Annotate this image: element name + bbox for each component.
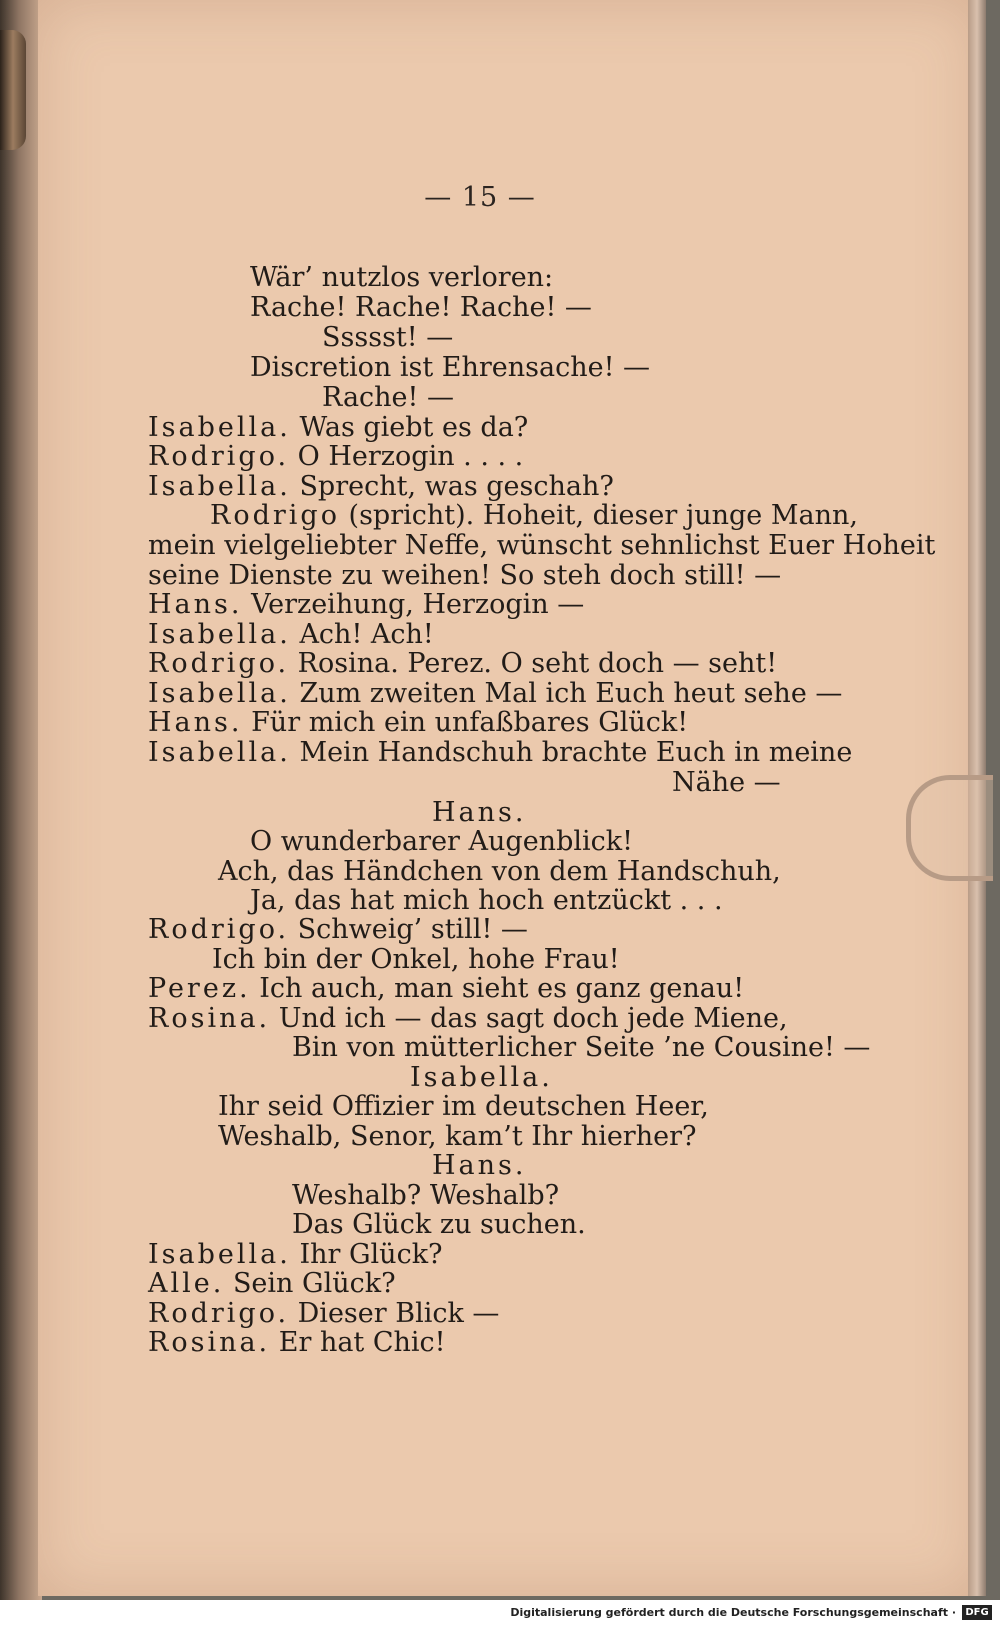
line-text: Ach! Ach! [299,619,434,650]
speaker-name: Isabella. [148,1239,291,1270]
text-line [148,1003,788,1034]
text-line [148,648,777,679]
dfg-logo: DFG [962,1605,992,1620]
text-line [148,678,842,709]
speaker-name: Hans. [148,707,243,738]
line-text: Ich auch, man sieht es ganz genau! [259,973,745,1004]
book-spine [0,30,26,150]
line-text: Ach, das Händchen von dem Handschuh, [218,856,781,887]
line-text: Ja, das hat mich hoch entzückt . . . [250,885,723,916]
text-line [432,797,526,828]
line-text: (spricht). Hoheit, dieser junge Mann, [348,500,858,531]
text-line [322,382,454,413]
line-text: Rache! — [322,382,454,413]
line-text: Discretion ist Ehrensache! — [250,352,651,383]
line-text: Sprecht, was geschah? [299,471,614,502]
line-text: Was giebt es da? [299,412,529,443]
text-line [148,1327,446,1358]
speaker-name: Isabella. [148,678,291,709]
text-line [148,441,523,472]
speaker-name: Rodrigo. [148,441,290,472]
text-line [148,589,584,620]
text-line [218,856,781,887]
speaker-name: Hans. [148,589,243,620]
line-text: Ihr seid Offizier im deutschen Heer, [218,1091,709,1122]
line-text: Wär’ nutzlos verloren: [250,262,554,293]
text-line [250,826,633,857]
speaker-name: Rodrigo. [148,648,290,679]
text-line [148,1268,396,1299]
text-line [218,1121,696,1152]
text-line [292,1032,870,1063]
speaker-name: Rodrigo. [148,1298,290,1329]
line-text: Zum zweiten Mal ich Euch heut sehe — [299,678,843,709]
line-text: Nähe — [672,767,781,798]
line-text: O wunderbarer Augenblick! [250,826,633,857]
line-text: Ssssst! — [322,322,454,353]
line-text: Verzeihung, Herzogin — [251,589,585,620]
speaker-name: Isabella. [410,1062,553,1093]
line-text: seine Dienste zu weihen! So steh doch still! — [148,560,782,591]
text-line [148,560,781,591]
text-line [212,944,620,975]
speaker-name: Hans. [432,1150,527,1181]
line-text: mein vielgeliebter Neffe, wünscht sehnlichst Euer Hoheit [148,530,936,561]
text-line [148,412,528,443]
line-text: Er hat Chic! [278,1327,446,1358]
text-line [148,530,935,561]
text-line [432,1150,526,1181]
adjacent-page-edge [0,0,42,1628]
line-text: Ich bin der Onkel, hohe Frau! [212,944,620,975]
line-text: Mein Handschuh brachte Euch in meine [299,737,853,768]
line-text: Und ich — das sagt doch jede Miene, [278,1003,788,1034]
line-text: Rosina. Perez. O seht doch — seht! [297,648,778,679]
speaker-name: Isabella. [148,737,291,768]
text-line [148,737,852,768]
text-line [148,973,744,1004]
text-line [148,914,528,945]
line-text: Das Glück zu suchen. [292,1209,586,1240]
digitization-footer [0,1600,1000,1628]
text-line [672,767,781,798]
line-text: Weshalb? Weshalb? [292,1180,560,1211]
page-clip [906,775,993,881]
text-line [218,1091,709,1122]
text-line [148,707,688,738]
text-line [250,352,650,383]
text-line [410,1062,553,1093]
speaker-name: Isabella. [148,412,291,443]
line-text: Weshalb, Senor, kam’t Ihr hierher? [218,1121,697,1152]
text-line [292,1180,559,1211]
text-line [148,1298,499,1329]
speaker-name: Isabella. [148,471,291,502]
speaker-name: Isabella. [148,619,291,650]
text-line [210,500,858,531]
text-line [250,262,553,293]
line-text: Für mich ein unfaßbares Glück! [251,707,689,738]
text-line [148,471,614,502]
speaker-name: Rodrigo. [148,914,290,945]
text-line [292,1209,586,1240]
line-text: Rache! Rache! Rache! — [250,292,592,323]
line-text: Sein Glück? [232,1268,396,1299]
text-line [322,322,453,353]
speaker-name: Rosina. [148,1327,271,1358]
funding-note: Digitalisierung gefördert durch die Deutsche Forschungsgemeinschaft · [510,1606,956,1619]
speaker-name: Rosina. [148,1003,271,1034]
speaker-name: Alle. [148,1268,225,1299]
page-number: — 15 — [424,182,536,213]
line-text: Schweig’ still! — [297,914,528,945]
line-text: Ihr Glück? [299,1239,443,1270]
line-text: O Herzogin . . . . [297,441,524,472]
line-text: Bin von mütterlicher Seite ’ne Cousine! — [292,1032,871,1063]
text-line [148,619,434,650]
speaker-name: Rodrigo [210,500,340,531]
text-line [250,292,592,323]
speaker-name: Hans. [432,797,527,828]
line-text: Dieser Blick — [297,1298,500,1329]
text-line [148,1239,443,1270]
text-line [250,885,723,916]
speaker-name: Perez. [148,973,251,1004]
